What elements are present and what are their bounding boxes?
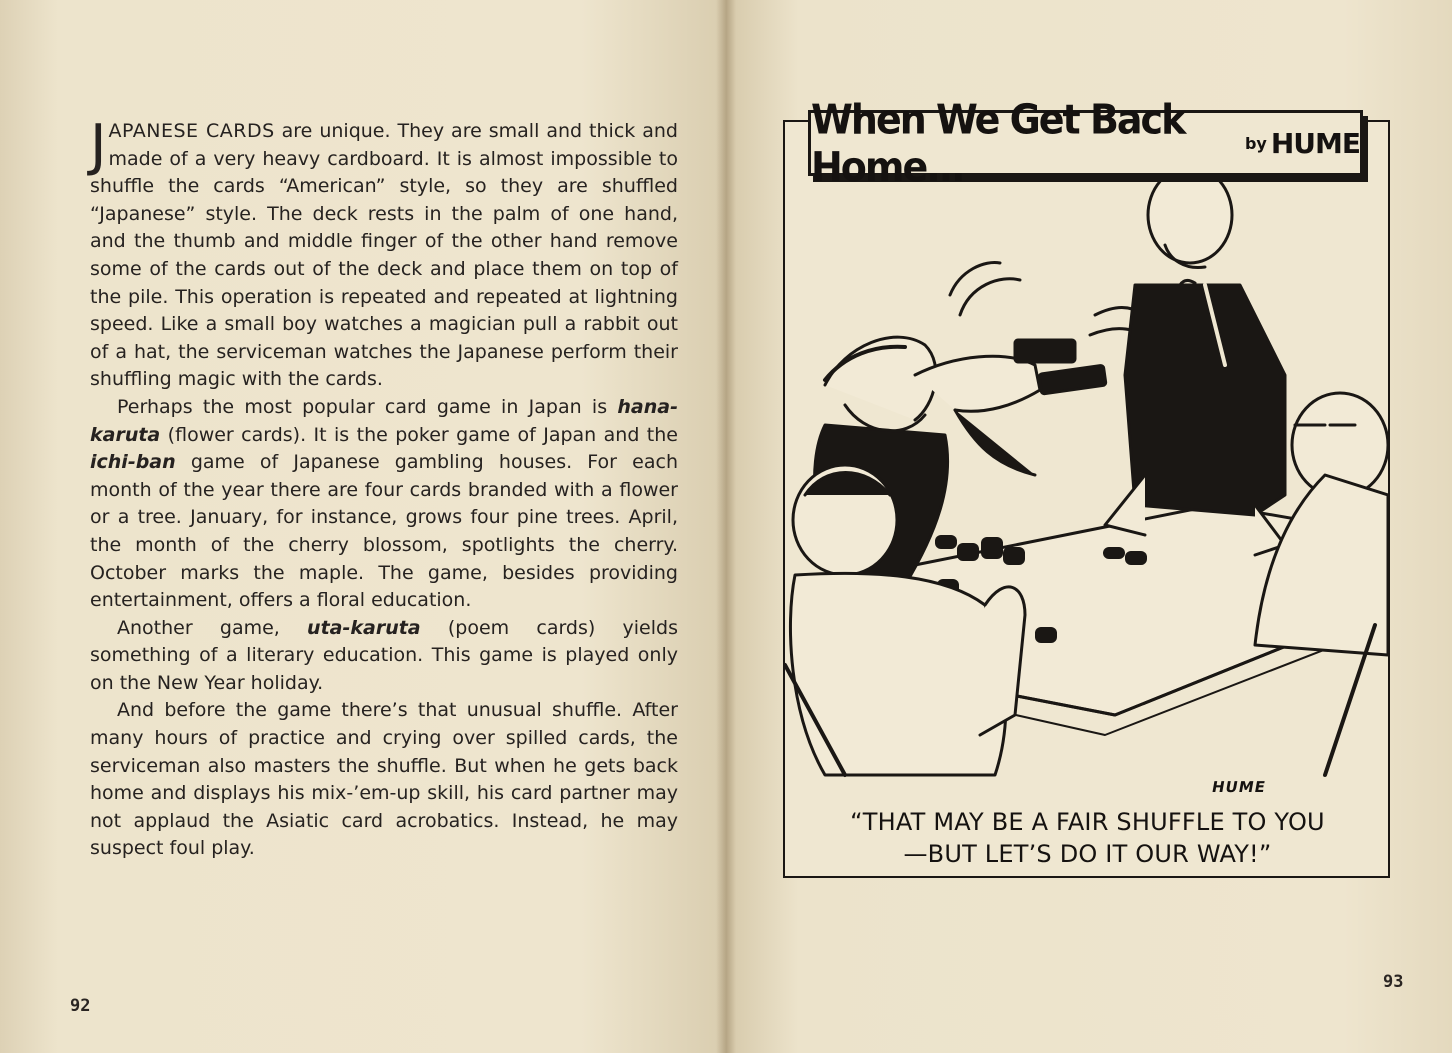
text-run: game of Japanese gambling houses. For each month of the year there are four cards branded with a flower or a tree. January, for instance, grows four pine trees. April, the month of the cherry blossom, spotlights the cherry. October marks the maple. The game, besides providing entertainment, offers a floral education. [90, 451, 678, 612]
cartoon-illustration [785, 175, 1388, 795]
text-run: (poem cards) yields something of a literary education. This game is played only on the New Year holiday. [90, 616, 678, 694]
emphasized-term: ichi-ban [90, 451, 176, 474]
book-gutter [716, 0, 736, 1053]
text-run: Perhaps the most popular card game in Japan is [117, 395, 618, 418]
caption-line-2: —BUT LET’S DO IT OUR WAY!” [903, 840, 1272, 868]
emphasized-term: hana-karuta [90, 395, 678, 446]
paragraph [90, 113, 678, 394]
text-run: Another game, [117, 616, 308, 639]
text-run: (flower cards). It is the poker game of Japan and the [160, 423, 678, 446]
article-text [90, 113, 678, 863]
drop-cap: J [90, 113, 107, 178]
cartoon-title: When We Get Back Home... [811, 95, 1185, 191]
cartoon-byline: by [1244, 133, 1267, 153]
cartoon-caption [790, 806, 1385, 870]
paragraph [90, 697, 678, 863]
paragraph [90, 615, 678, 698]
caption-line-1: “THAT MAY BE A FAIR SHUFFLE TO YOU [850, 808, 1325, 836]
text-run: And before the game there’s that unusual shuffle. After many hours of practice and crying over spilled cards, the serviceman also masters the shuffle. But when he gets back home and displays his mix-’em-up skill, his card partner may not applaud the Asiatic card acrobatics. Instead, he may suspect foul play. [90, 699, 678, 860]
cartoon-title-banner [808, 95, 1363, 191]
paragraph [90, 394, 678, 615]
page-number-right: 93 [1383, 972, 1404, 992]
text-run: APANESE CARDS [108, 120, 275, 142]
emphasized-term: uta-karuta [307, 616, 421, 639]
page-number-left: 92 [70, 996, 91, 1016]
cartoon-author: HUME [1270, 126, 1360, 160]
artist-signature: HUME [1210, 778, 1268, 796]
text-run: are unique. They are small and thick and made of a very heavy cardboard. It is almost impossible to shuffle the cards “American” style, so they are shuffled “Japanese” style. The deck rests in the palm of one hand, and the thumb and middle finger of the other hand remove some of the cards out of the deck and place them on top of the pile. This operation is repeated and repeated at lightning speed. Like a small boy watches a magician pull a rabbit out of a hat, the serviceman watches the Japanese perform their shuffling magic with the cards. [90, 120, 678, 391]
